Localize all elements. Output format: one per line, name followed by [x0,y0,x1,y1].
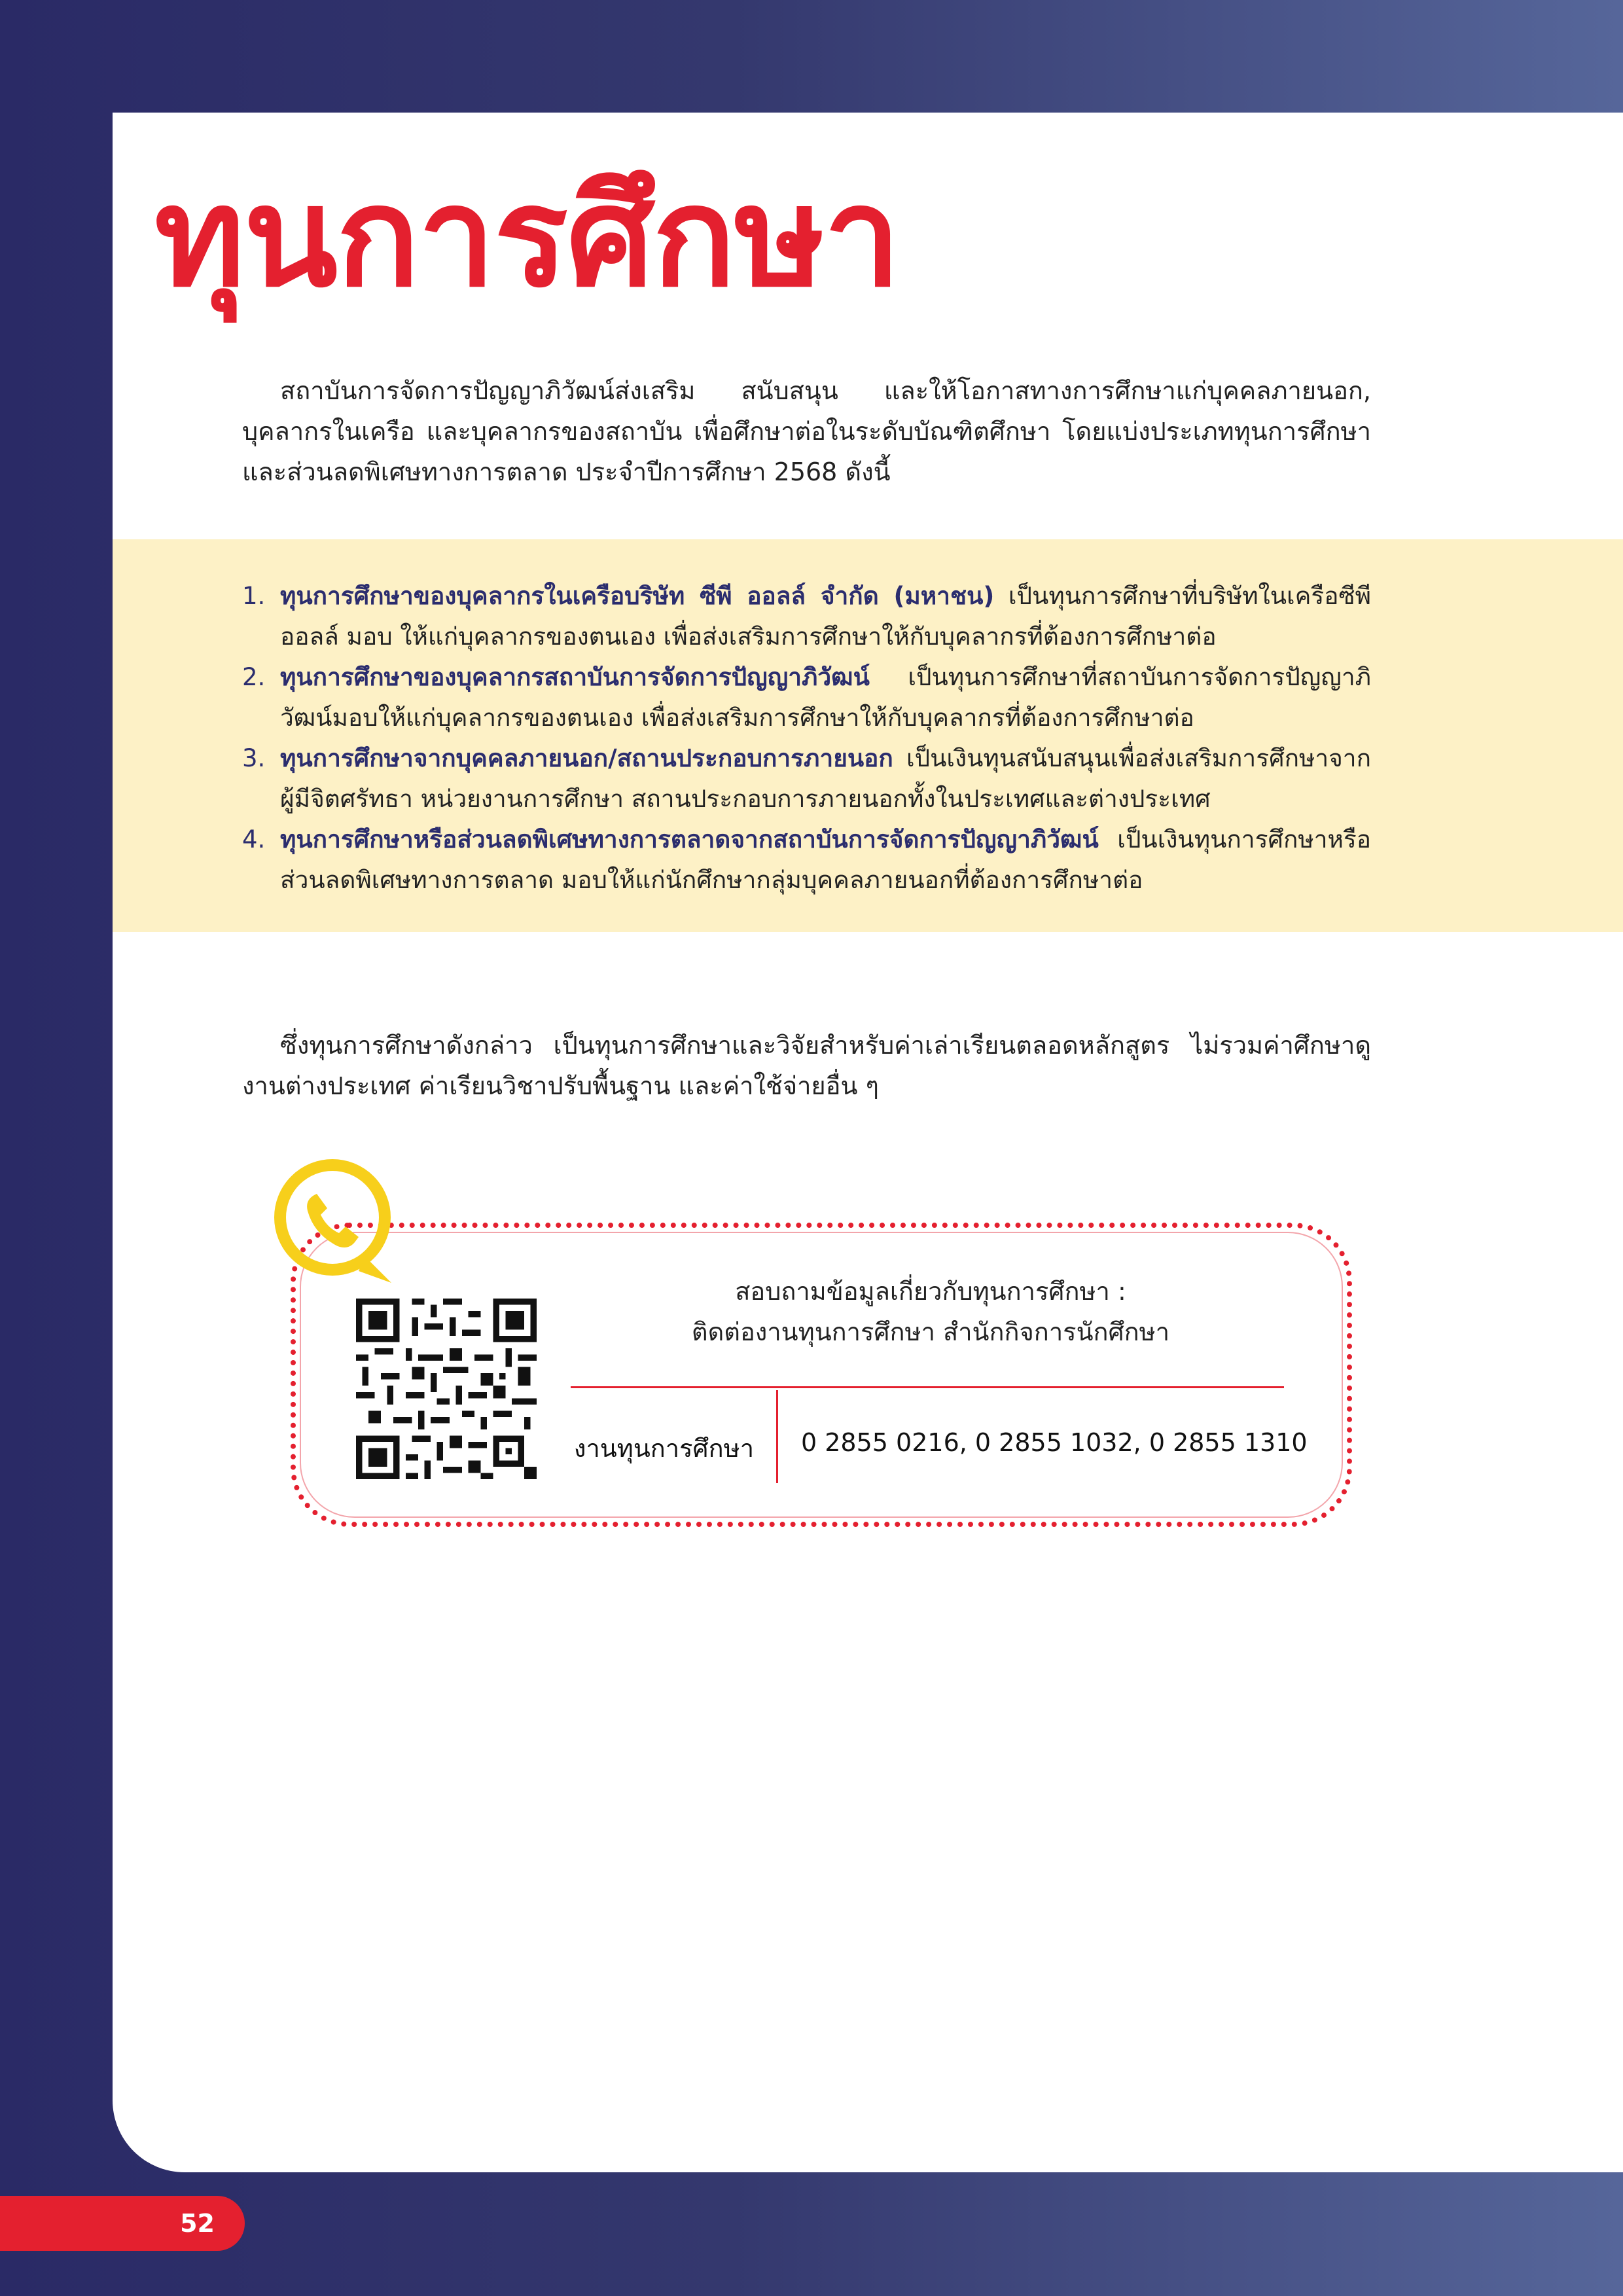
contact-inquiry-text [571,1271,1291,1352]
contact-divider-vertical [776,1390,778,1483]
scholarship-name: ทุนการศึกษาของบุคลากรในเครือบริษัท ซีพี ออลล์ จำกัด (มหาชน) [280,582,995,610]
list-item [242,738,1371,819]
list-number: 1. [242,582,266,610]
phone-chat-bubble-icon [267,1155,411,1299]
scholarship-name: ทุนการศึกษาจากบุคคลภายนอก/สถานประกอบการภายนอก [280,744,893,772]
list-item [242,576,1371,657]
intro-paragraph: สถาบันการจัดการปัญญาภิวัฒน์ส่งเสริม สนับสนุน และให้โอกาสทางการศึกษาแก่บุคคลภายนอก, บุคลากรในเครือ และบุคลากรของสถาบัน เพื่อศึกษาต่อในระดับบัณฑิตศึกษา โดยแบ่งประเภททุนการศึกษาและส่วนลดพิเศษทางการตลาด ประจำปีการศึกษา 2568 ดังนี้ [242,376,1371,486]
scholarship-list-band [113,539,1623,932]
page-number: 52 [180,2209,215,2238]
scholarship-description: เป็นทุนการศึกษาที่บริษัทในเครือซีพี ออลล์ มอบ ให้แก่บุคลากรของตนเอง เพื่อส่งเสริมการศึกษาให้กับบุคลากรที่ต้องการศึกษาต่อ [280,582,1372,651]
list-number: 2. [242,663,266,691]
list-item [242,657,1371,738]
scholarship-name: ทุนการศึกษาหรือส่วนลดพิเศษทางการตลาดจากสถาบันการจัดการปัญญาภิวัฒน์ [280,825,1099,853]
document-page [113,113,1623,2172]
page-title: ทุนการศึกษา [154,157,900,317]
scholarship-description: เป็นเงินทุนสนับสนุนเพื่อส่งเสริมการศึกษาจากผู้มีจิตศรัทธา หน่วยงานการศึกษา สถานประกอบการภายนอกทั้งในประเทศและต่างประเทศ [280,744,1371,813]
list-number: 3. [242,744,266,772]
qr-code[interactable] [356,1299,537,1479]
list-item [242,819,1371,901]
scholarship-list [242,576,1371,901]
list-number: 4. [242,825,266,853]
scholarship-description: เป็นเงินทุนการศึกษาหรือส่วนลดพิเศษทางการตลาด มอบให้แก่นักศึกษากลุ่มบุคคลภายนอกที่ต้องการศึกษาต่อ [280,825,1371,894]
page-number-tab [0,2196,245,2251]
contact-inquiry-line1: สอบถามข้อมูลเกี่ยวกับทุนการศึกษา : [735,1277,1126,1306]
contact-phone-numbers[interactable]: 0 2855 0216, 0 2855 1032, 0 2855 1310 [801,1428,1308,1457]
contact-inquiry-line2: ติดต่องานทุนการศึกษา สำนักกิจการนักศึกษา [691,1318,1170,1346]
scholarship-description: เป็นทุนการศึกษาที่สถาบันการจัดการปัญญาภิวัฒน์มอบให้แก่บุคลากรของตนเอง เพื่อส่งเสริมการศึกษาให้กับบุคลากรที่ต้องการศึกษาต่อ [280,663,1371,732]
contact-divider-horizontal [571,1386,1284,1388]
scholarship-name: ทุนการศึกษาของบุคลากรสถาบันการจัดการปัญญาภิวัฒน์ [280,663,870,691]
note-paragraph: ซึ่งทุนการศึกษาดังกล่าว เป็นทุนการศึกษาและวิจัยสำหรับค่าเล่าเรียนตลอดหลักสูตร ไม่รวมค่าศึกษาดูงานต่างประเทศ ค่าเรียนวิชาปรับพื้นฐาน และค่าใช้จ่ายอื่น ๆ [242,1031,1371,1100]
contact-department: งานทุนการศึกษา [573,1434,755,1463]
